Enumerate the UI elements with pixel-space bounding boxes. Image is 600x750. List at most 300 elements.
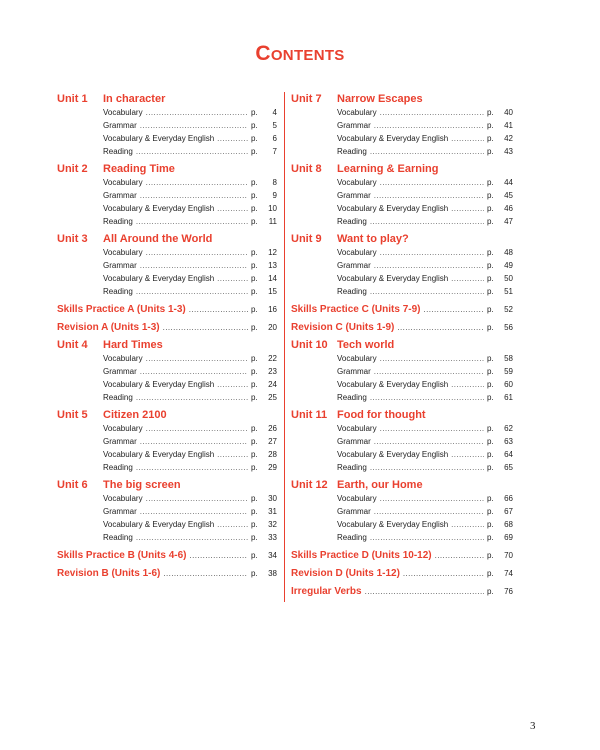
special-section-label: Skills Practice C (Units 7-9) [291,304,421,315]
unit-number: Unit 10 [291,339,328,351]
toc-entry-page: 40 [504,108,513,117]
toc-entry-page: 66 [504,494,513,503]
unit-section [57,232,277,298]
toc-entry-label: Grammar [337,261,371,270]
page-abbrev: p. [251,287,258,296]
page-abbrev: p. [487,587,494,596]
page-abbrev: p. [251,134,258,143]
special-section-label: Skills Practice A (Units 1-3) [57,304,186,315]
unit-title: Citizen 2100 [103,409,167,421]
page-abbrev: p. [487,147,494,156]
page-abbrev: p. [487,121,494,130]
toc-entry-page: 7 [272,147,277,156]
page-abbrev: p. [487,261,494,270]
toc-entry[interactable] [57,145,277,158]
dot-leader [451,132,484,145]
toc-entry-page: 31 [268,507,277,516]
page-abbrev: p. [487,463,494,472]
unit-heading[interactable] [291,232,513,246]
page-abbrev: p. [487,494,494,503]
toc-entry[interactable] [291,365,513,378]
toc-entry-label: Vocabulary [337,354,377,363]
toc-entry-label: Vocabulary [103,248,143,257]
toc-entry-label: Vocabulary & Everyday English [103,520,215,529]
unit-section [291,478,513,544]
dot-leader [370,461,484,474]
toc-entry-page: 12 [268,248,277,257]
unit-title: The big screen [103,479,181,491]
dot-leader [370,145,484,158]
toc-entry-label: Reading [337,393,367,402]
contents-right-column [291,92,513,602]
special-section-label: Revision D (Units 1-12) [291,568,400,579]
dot-leader [217,132,248,145]
toc-entry-page: 50 [504,274,513,283]
special-section-entry[interactable] [291,302,513,318]
unit-section [291,338,513,404]
page-abbrev: p. [487,520,494,529]
toc-entry-page: 33 [268,533,277,542]
toc-entry-page: 32 [268,520,277,529]
dot-leader [424,302,485,318]
toc-entry-page: 64 [504,450,513,459]
toc-entry[interactable] [57,365,277,378]
dot-leader [365,584,484,600]
page-abbrev: p. [487,287,494,296]
toc-entry[interactable] [291,259,513,272]
unit-heading[interactable] [291,162,513,176]
toc-entry-label: Vocabulary & Everyday English [337,520,449,529]
toc-entry-page: 4 [272,108,277,117]
special-section-entry[interactable] [291,566,513,582]
unit-title: Learning & Earning [337,163,439,175]
dot-leader [163,320,248,336]
unit-number: Unit 11 [291,409,328,421]
page-abbrev: p. [487,507,494,516]
toc-entry-page: 14 [268,274,277,283]
toc-entry-page: 61 [504,393,513,402]
special-section-label: Skills Practice D (Units 10-12) [291,550,432,561]
toc-entry-page: 24 [268,380,277,389]
unit-section [57,408,277,474]
page-abbrev: p. [251,305,258,314]
special-section-page: 52 [504,305,513,314]
dot-leader [190,548,249,564]
toc-entry[interactable] [291,285,513,298]
unit-section [57,162,277,228]
dot-leader [370,215,484,228]
page-abbrev: p. [487,217,494,226]
toc-entry-label: Reading [103,393,133,402]
dot-leader [136,145,248,158]
page-abbrev: p. [251,569,258,578]
page-abbrev: p. [251,354,258,363]
special-section-page: 74 [504,569,513,578]
toc-entry[interactable] [57,132,277,145]
special-section-entry[interactable] [57,548,277,564]
dot-leader [403,566,484,582]
page-abbrev: p. [487,380,494,389]
special-section-label: Revision B (Units 1-6) [57,568,161,579]
toc-entry[interactable] [291,492,513,505]
toc-entry-page: 22 [268,354,277,363]
unit-number: Unit 8 [291,163,322,175]
toc-entry-page: 65 [504,463,513,472]
special-section-page: 76 [504,587,513,596]
page-abbrev: p. [487,533,494,542]
toc-entry-label: Grammar [103,121,137,130]
toc-entry-label: Vocabulary & Everyday English [337,274,449,283]
dot-leader [136,215,248,228]
toc-entry-label: Vocabulary [103,354,143,363]
unit-heading[interactable] [57,338,277,352]
toc-entry-page: 9 [272,191,277,200]
toc-entry[interactable] [57,119,277,132]
page-abbrev: p. [251,323,258,332]
toc-entry[interactable] [291,435,513,448]
toc-entry-page: 5 [272,121,277,130]
page-abbrev: p. [487,274,494,283]
toc-entry-label: Vocabulary [337,424,377,433]
toc-entry-label: Vocabulary & Everyday English [337,450,449,459]
unit-number: Unit 3 [57,233,88,245]
unit-heading[interactable] [57,162,277,176]
toc-entry[interactable] [291,132,513,145]
toc-entry-page: 8 [272,178,277,187]
page-abbrev: p. [251,424,258,433]
toc-entry-label: Vocabulary [103,494,143,503]
dot-leader [217,448,248,461]
special-section-entry[interactable] [57,566,277,582]
toc-entry[interactable] [57,215,277,228]
toc-entry-page: 41 [504,121,513,130]
toc-entry-label: Grammar [337,191,371,200]
toc-entry-label: Grammar [103,261,137,270]
page-abbrev: p. [487,178,494,187]
toc-entry[interactable] [291,215,513,228]
toc-entry-label: Vocabulary [103,178,143,187]
unit-heading[interactable] [291,408,513,422]
page-abbrev: p. [487,551,494,560]
toc-entry-label: Vocabulary & Everyday English [103,450,215,459]
special-section-entry[interactable] [291,320,513,336]
toc-entry-label: Vocabulary [337,108,377,117]
toc-entry[interactable] [57,189,277,202]
dot-leader [140,435,248,448]
dot-leader [217,518,248,531]
toc-entry[interactable] [291,461,513,474]
unit-section [57,338,277,404]
page-abbrev: p. [251,108,258,117]
page-abbrev: p. [251,178,258,187]
page-abbrev: p. [251,367,258,376]
special-section-page: 70 [504,551,513,560]
dot-leader [136,461,248,474]
special-section-entry[interactable] [291,548,513,564]
dot-leader [451,272,484,285]
toc-entry[interactable] [57,202,277,215]
toc-entry-page: 69 [504,533,513,542]
unit-title: Reading Time [103,163,175,175]
dot-leader [451,518,484,531]
toc-entry-label: Reading [337,287,367,296]
toc-entry-label: Vocabulary [337,494,377,503]
page-abbrev: p. [251,121,258,130]
unit-number: Unit 6 [57,479,88,491]
dot-leader [189,302,248,318]
special-section-label: Irregular Verbs [291,586,362,597]
unit-section [57,92,277,158]
dot-leader [397,320,484,336]
dot-leader [140,259,248,272]
page-number: 3 [530,720,536,732]
dot-leader [370,285,484,298]
page-abbrev: p. [487,367,494,376]
page-abbrev: p. [487,424,494,433]
page-abbrev: p. [251,507,258,516]
dot-leader [146,246,248,259]
toc-entry[interactable] [57,246,277,259]
toc-entry-label: Grammar [337,507,371,516]
toc-entry-page: 23 [268,367,277,376]
dot-leader [136,285,248,298]
unit-heading[interactable] [291,338,513,352]
dot-leader [380,422,484,435]
unit-section [57,478,277,544]
toc-entry[interactable] [57,505,277,518]
toc-entry[interactable] [291,531,513,544]
dot-leader [136,391,248,404]
dot-leader [140,189,248,202]
page-abbrev: p. [251,261,258,270]
page-abbrev: p. [251,437,258,446]
unit-title: Tech world [337,339,395,351]
page-abbrev: p. [487,450,494,459]
toc-entry-page: 10 [268,204,277,213]
toc-entry[interactable] [291,352,513,365]
unit-title: Narrow Escapes [337,93,423,105]
toc-entry[interactable] [291,378,513,391]
toc-entry-label: Reading [103,463,133,472]
toc-entry-label: Grammar [103,367,137,376]
toc-entry[interactable] [291,518,513,531]
toc-entry[interactable] [57,518,277,531]
unit-number: Unit 5 [57,409,88,421]
toc-entry[interactable] [57,352,277,365]
toc-entry-page: 46 [504,204,513,213]
toc-entry[interactable] [57,176,277,189]
unit-number: Unit 4 [57,339,88,351]
toc-entry-page: 68 [504,520,513,529]
page-abbrev: p. [251,533,258,542]
toc-entry[interactable] [291,119,513,132]
unit-heading[interactable] [291,92,513,106]
dot-leader [140,119,248,132]
page-abbrev: p. [251,191,258,200]
toc-entry[interactable] [291,391,513,404]
toc-entry-label: Reading [103,147,133,156]
toc-entry-page: 27 [268,437,277,446]
toc-entry-label: Grammar [103,191,137,200]
page-abbrev: p. [251,147,258,156]
unit-title: Hard Times [103,339,163,351]
page-abbrev: p. [487,108,494,117]
toc-entry[interactable] [291,106,513,119]
contents-left-column [57,92,277,584]
toc-entry[interactable] [57,259,277,272]
toc-entry-label: Vocabulary & Everyday English [337,134,449,143]
unit-section [291,162,513,228]
toc-entry[interactable] [57,492,277,505]
toc-entry-page: 30 [268,494,277,503]
toc-entry[interactable] [291,272,513,285]
special-section-label: Skills Practice B (Units 4-6) [57,550,187,561]
toc-entry[interactable] [291,189,513,202]
unit-title: Food for thought [337,409,426,421]
toc-entry-page: 49 [504,261,513,270]
dot-leader [380,492,484,505]
unit-heading[interactable] [57,92,277,106]
unit-title: All Around the World [103,233,213,245]
unit-section [291,408,513,474]
toc-entry-label: Reading [103,287,133,296]
unit-title: Earth, our Home [337,479,423,491]
toc-entry-page: 43 [504,147,513,156]
toc-entry[interactable] [57,272,277,285]
toc-entry-page: 47 [504,217,513,226]
toc-entry-label: Vocabulary [103,424,143,433]
special-section-entry[interactable] [57,320,277,336]
toc-entry-label: Vocabulary [337,248,377,257]
special-section-entry[interactable] [291,584,513,600]
toc-entry-page: 13 [268,261,277,270]
dot-leader [370,391,484,404]
toc-entry[interactable] [57,391,277,404]
toc-entry-page: 42 [504,134,513,143]
toc-entry[interactable] [291,202,513,215]
unit-heading[interactable] [57,232,277,246]
special-section-page: 38 [268,569,277,578]
toc-entry-label: Grammar [103,507,137,516]
toc-entry[interactable] [57,435,277,448]
toc-entry[interactable] [291,145,513,158]
page-abbrev: p. [487,393,494,402]
page-abbrev: p. [487,437,494,446]
page-abbrev: p. [251,204,258,213]
page-abbrev: p. [251,393,258,402]
toc-entry-page: 60 [504,380,513,389]
dot-leader [374,505,484,518]
toc-entry[interactable] [291,246,513,259]
page-abbrev: p. [251,380,258,389]
toc-entry-label: Vocabulary [337,178,377,187]
toc-entry[interactable] [57,106,277,119]
dot-leader [435,548,484,564]
dot-leader [217,272,248,285]
toc-entry-label: Grammar [337,367,371,376]
toc-entry[interactable] [57,531,277,544]
toc-entry-page: 15 [268,287,277,296]
toc-entry-label: Reading [337,463,367,472]
unit-title: In character [103,93,166,105]
toc-entry-page: 44 [504,178,513,187]
page-abbrev: p. [251,217,258,226]
page-abbrev: p. [251,274,258,283]
toc-entry[interactable] [57,285,277,298]
toc-entry[interactable] [57,422,277,435]
toc-entry-label: Vocabulary & Everyday English [103,380,215,389]
toc-entry-label: Vocabulary & Everyday English [103,134,215,143]
toc-entry-label: Reading [337,533,367,542]
dot-leader [370,531,484,544]
toc-entry[interactable] [57,378,277,391]
toc-entry-label: Vocabulary & Everyday English [337,204,449,213]
dot-leader [136,531,248,544]
dot-leader [140,365,248,378]
dot-leader [380,176,484,189]
dot-leader [451,448,484,461]
special-section-entry[interactable] [57,302,277,318]
page-abbrev: p. [487,354,494,363]
unit-heading[interactable] [291,478,513,492]
page-abbrev: p. [487,569,494,578]
toc-entry[interactable] [291,176,513,189]
dot-leader [380,106,484,119]
toc-entry-label: Reading [103,533,133,542]
toc-entry-label: Reading [337,217,367,226]
dot-leader [374,259,484,272]
toc-entry-label: Grammar [103,437,137,446]
special-section-page: 20 [268,323,277,332]
toc-entry-page: 6 [272,134,277,143]
toc-entry-page: 11 [268,217,277,226]
dot-leader [451,202,484,215]
toc-entry[interactable] [291,448,513,461]
dot-leader [140,505,248,518]
toc-entry-label: Vocabulary & Everyday English [103,204,215,213]
unit-section [291,232,513,298]
page-abbrev: p. [251,463,258,472]
toc-entry-label: Reading [103,217,133,226]
toc-entry-label: Vocabulary & Everyday English [103,274,215,283]
toc-entry[interactable] [291,422,513,435]
page-abbrev: p. [251,520,258,529]
toc-entry-page: 67 [504,507,513,516]
toc-entry[interactable] [57,448,277,461]
dot-leader [451,378,484,391]
toc-entry-label: Grammar [337,437,371,446]
unit-number: Unit 2 [57,163,88,175]
dot-leader [146,352,248,365]
toc-entry[interactable] [57,461,277,474]
toc-entry[interactable] [291,505,513,518]
column-divider [284,92,285,602]
dot-leader [374,365,484,378]
special-section-label: Revision A (Units 1-3) [57,322,160,333]
special-section-page: 56 [504,323,513,332]
page-abbrev: p. [251,450,258,459]
special-section-page: 16 [268,305,277,314]
page-abbrev: p. [487,248,494,257]
dot-leader [146,422,248,435]
toc-entry-page: 63 [504,437,513,446]
unit-number: Unit 12 [291,479,328,491]
unit-heading[interactable] [57,478,277,492]
toc-entry-label: Vocabulary & Everyday English [337,380,449,389]
unit-section [291,92,513,158]
page-title: Contents [255,42,345,65]
unit-heading[interactable] [57,408,277,422]
